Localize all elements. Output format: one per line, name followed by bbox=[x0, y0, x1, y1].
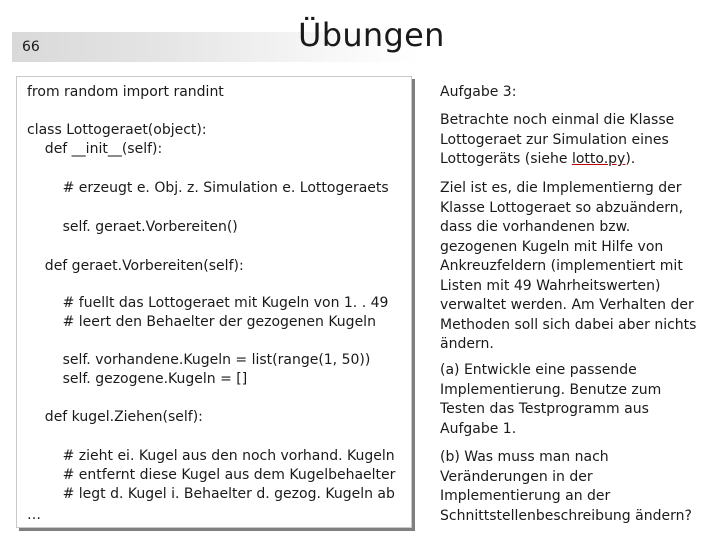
page-number: 66 bbox=[22, 39, 40, 55]
code-line: # entfernt diese Kugel aus dem Kugelbehaelter bbox=[27, 467, 396, 483]
code-line: def geraet.Vorbereiten(self): bbox=[27, 258, 244, 274]
code-line: from random import randint bbox=[27, 84, 224, 100]
task-intro-text: Betrachte noch einmal die Klasse Lottogeraet zur Simulation eines Lottogeräts (siehe bbox=[440, 112, 675, 167]
task-goal: Ziel ist es, die Implementierng der Klasse Lottogeraet so abzuändern, dass die vorhandenen bzw. gezogenen Kugeln mit Hilfe von Ankreuzfeldern (implementiert mit Listen mit 49 Wahrheitswerten) verwaltet werden. Am Verhalten der Methoden soll sich dabei aber nichts ändern. bbox=[440, 180, 697, 352]
code-line: … bbox=[27, 507, 41, 523]
code-line: # zieht ei. Kugel aus den noch vorhand. Kugeln bbox=[27, 448, 395, 464]
task-part-b: (b) Was muss man nach Veränderungen in der Implementierung an der Schnittstellenbeschreibung ändern? bbox=[440, 449, 692, 524]
task-part-a: (a) Entwickle eine passende Implementierung. Benutze zum Testen das Testprogramm aus Aufgabe 1. bbox=[440, 362, 662, 437]
task-intro-end: ). bbox=[625, 151, 636, 167]
lotto-py-link[interactable]: lotto.py bbox=[571, 151, 626, 167]
code-line: class Lottogeraet(object): bbox=[27, 122, 207, 138]
code-line: # legt d. Kugel i. Behaelter d. gezog. Kugeln ab bbox=[27, 486, 395, 502]
task-intro bbox=[440, 111, 708, 170]
code-line: def kugel.Ziehen(self): bbox=[27, 409, 203, 425]
code-panel bbox=[16, 76, 412, 528]
code-line: # fuellt das Lottogeraet mit Kugeln von 1. . 49 bbox=[27, 295, 389, 311]
code-line: # erzeugt e. Obj. z. Simulation e. Lottogeraets bbox=[27, 180, 389, 196]
code-line: self. geraet.Vorbereiten() bbox=[27, 219, 238, 235]
code-line: def __init__(self): bbox=[27, 141, 163, 157]
slide-title: Übungen bbox=[298, 16, 445, 54]
task-heading: Aufgabe 3: bbox=[440, 84, 517, 100]
code-line: self. gezogene.Kugeln = [] bbox=[27, 371, 248, 387]
code-line: self. vorhandene.Kugeln = list(range(1, 50)) bbox=[27, 352, 371, 368]
code-line: # leert den Behaelter der gezogenen Kugeln bbox=[27, 314, 376, 330]
